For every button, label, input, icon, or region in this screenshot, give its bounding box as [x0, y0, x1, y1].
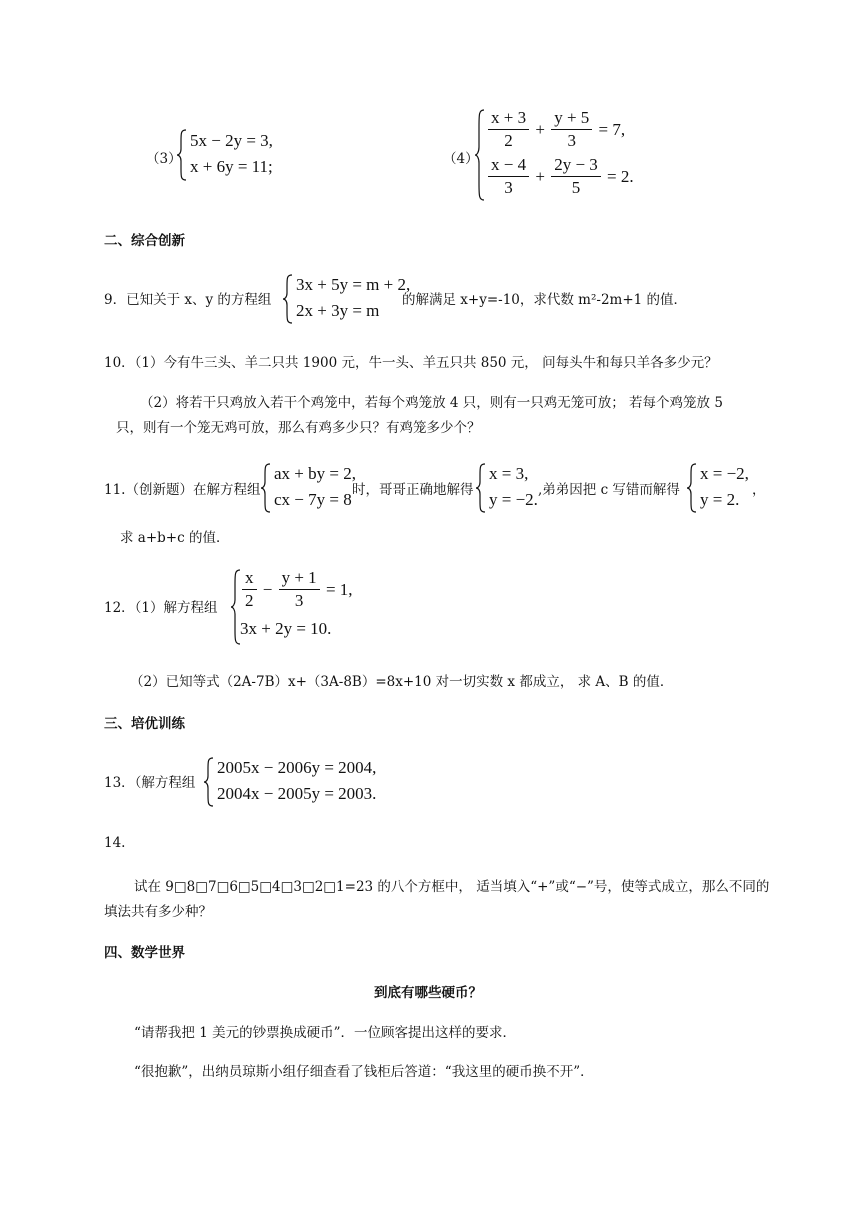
numerator: x + 3	[488, 107, 529, 130]
equation-line: x = −2,	[700, 464, 749, 483]
denominator: 3	[567, 131, 576, 150]
operator: −	[262, 579, 273, 599]
question-9-prefix: 9．已知关于 x、y 的方程组	[104, 292, 272, 308]
problem-4-label: （4）	[443, 151, 479, 167]
question-11-solution-1	[475, 461, 545, 515]
problem-4-system	[474, 107, 644, 201]
equation-line: cx − 7y = 8	[274, 490, 352, 509]
operator: +	[535, 166, 545, 186]
question-10-line: 只，则有一个笼无鸡可放，那么有鸡多少只？有鸡笼多少个？	[116, 420, 481, 436]
equation-line	[486, 107, 625, 152]
numerator: 2y − 3	[551, 154, 601, 177]
rhs: = 7,	[598, 119, 626, 139]
question-14-line: 填法共有多少种？	[104, 904, 212, 920]
operator: +	[535, 119, 545, 139]
rhs: = 1,	[325, 579, 353, 599]
equation-line: 3x + 2y = 10.	[240, 619, 332, 638]
numerator: y + 5	[551, 107, 592, 130]
section-heading: 三、培优训练	[104, 716, 185, 732]
equation-line: 5x − 2y = 3,	[190, 131, 273, 150]
question-9-system	[282, 272, 411, 326]
question-11-text: 时，哥哥正确地解得	[352, 482, 474, 498]
question-12-system	[230, 567, 380, 647]
numerator: y + 1	[279, 567, 320, 590]
section-heading: 二、综合创新	[104, 233, 185, 249]
story-paragraph: “请帮我把 1 美元的钞票换成硬币”．一位顾客提出这样的要求．	[134, 1025, 516, 1041]
question-9-suffix: 的解满足 x+y=-10，求代数 m²-2m+1 的值．	[402, 292, 688, 308]
denominator: 3	[504, 178, 513, 197]
question-13-prefix: 13．（解方程组	[104, 775, 196, 791]
left-brace-icon	[474, 109, 486, 201]
problem-3-label: （3）	[146, 151, 182, 167]
equation-line: y = 2.	[700, 490, 740, 509]
equation-line: y = −2.	[489, 490, 538, 509]
equation-line: 2x + 3y = m	[296, 301, 380, 320]
equation-line	[486, 154, 634, 199]
denominator: 5	[571, 178, 581, 197]
equation-line	[240, 567, 353, 612]
left-brace-icon	[282, 274, 294, 324]
equation-line: x + 6y = 11;	[190, 157, 273, 176]
numerator: x	[242, 567, 257, 590]
question-10-line: （2）将若干只鸡放入若干个鸡笼中，若每个鸡笼放 4 只，则有一只鸡无笼可放； 若每个鸡笼放 5	[140, 395, 723, 411]
story-title: 到底有哪些硬币？	[374, 985, 482, 1001]
story-paragraph: “很抱歉”，出纳员琼斯小组仔细查看了钱柜后答道：“我这里的硬币换不开”．	[134, 1064, 594, 1080]
denominator: 3	[294, 591, 304, 610]
question-14-line: 试在 9□8□7□6□5□4□3□2□1=23 的八个方框中， 适当填入“+”或“−”号，使等式成立，那么不同的	[134, 879, 770, 895]
question-10-line: 10．（1）今有牛三头、羊二只共 1900 元，牛一头、羊五只共 850 元， 问每头牛和每只羊各多少元？	[104, 355, 718, 371]
rhs: = 2.	[607, 166, 634, 186]
equation-line: 2005x − 2006y = 2004,	[217, 758, 377, 777]
left-brace-icon	[260, 463, 272, 513]
equation-line: ax + by = 2,	[274, 464, 356, 483]
numerator: x − 4	[488, 154, 529, 177]
section-heading: 四、数学世界	[104, 945, 185, 961]
left-brace-icon	[203, 757, 215, 807]
question-11-solution-2	[686, 461, 756, 515]
equation-line: 2004x − 2005y = 2003.	[217, 784, 377, 803]
left-brace-icon	[176, 129, 188, 181]
question-13-system	[203, 755, 393, 809]
question-11-text: ，	[752, 482, 766, 498]
question-14-label: 14.	[104, 835, 126, 851]
question-12-part-2: （2）已知等式（2A-7B）x+（3A-8B）=8x+10 对一切实数 x 都成立， 求 A、B 的值．	[130, 674, 674, 690]
question-12-prefix: 12．（1）解方程组	[104, 600, 218, 616]
question-11-system	[260, 461, 360, 515]
equation-line: x = 3,	[489, 464, 529, 483]
question-11-text: ,弟弟因把 c 写错而解得	[538, 482, 680, 498]
equation-line: 3x + 5y = m + 2,	[296, 275, 411, 294]
problem-3-system	[176, 127, 316, 183]
left-brace-icon	[475, 463, 487, 513]
denominator: 2	[245, 591, 254, 610]
denominator: 2	[504, 131, 513, 150]
question-11-prefix: 11.（创新题）在解方程组	[104, 482, 261, 498]
question-11-line: 求 a+b+c 的值．	[120, 530, 230, 546]
left-brace-icon	[686, 463, 698, 513]
